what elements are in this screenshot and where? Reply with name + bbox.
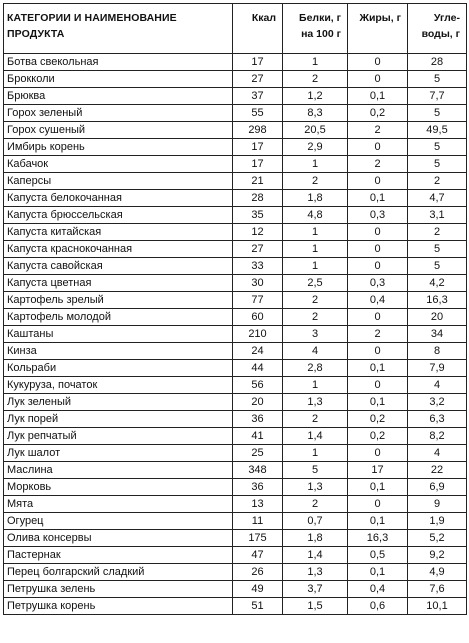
table-row [4,343,467,360]
protein-cell: 1 [283,258,348,275]
table-row [4,581,467,598]
carbs-cell: 7,6 [408,581,467,598]
protein-cell: 5 [283,462,348,479]
header-product-name: КАТЕГОРИИ И НАИМЕНОВАНИЕ ПРОДУКТА [4,4,233,54]
fat-cell: 0 [348,496,408,513]
carbs-cell: 10,1 [408,598,467,615]
product-name-cell: Капуста краснокочанная [4,241,233,258]
protein-cell: 20,5 [283,122,348,139]
carbs-cell: 5 [408,258,467,275]
product-name-cell: Морковь [4,479,233,496]
carbs-cell: 5 [408,156,467,173]
protein-cell: 2,5 [283,275,348,292]
carbs-cell: 1,9 [408,513,467,530]
table-row [4,377,467,394]
header-fat: Жиры, г [348,4,408,54]
table-row [4,207,467,224]
table-row [4,309,467,326]
protein-cell: 8,3 [283,105,348,122]
product-name-cell: Имбирь корень [4,139,233,156]
table-header [4,4,467,54]
kcal-cell: 210 [233,326,283,343]
carbs-cell: 4,2 [408,275,467,292]
kcal-cell: 20 [233,394,283,411]
protein-cell: 2 [283,496,348,513]
kcal-cell: 37 [233,88,283,105]
protein-cell: 3,7 [283,581,348,598]
carbs-cell: 8,2 [408,428,467,445]
product-name-cell: Петрушка зелень [4,581,233,598]
kcal-cell: 17 [233,139,283,156]
header-kcal: Ккал [233,4,283,54]
kcal-cell: 25 [233,445,283,462]
product-name-cell: Лук репчатый [4,428,233,445]
product-name-cell: Каперсы [4,173,233,190]
table-row [4,241,467,258]
product-name-cell: Капуста белокочанная [4,190,233,207]
fat-cell: 0,5 [348,547,408,564]
product-name-cell: Лук шалот [4,445,233,462]
fat-cell: 2 [348,326,408,343]
kcal-cell: 55 [233,105,283,122]
protein-cell: 1,4 [283,547,348,564]
product-name-cell: Олива консервы [4,530,233,547]
product-name-cell: Горох сушеный [4,122,233,139]
carbs-cell: 49,5 [408,122,467,139]
table-row [4,54,467,71]
protein-cell: 1,8 [283,530,348,547]
kcal-cell: 11 [233,513,283,530]
table-row [4,360,467,377]
table-body [4,54,467,615]
fat-cell: 0,1 [348,394,408,411]
fat-cell: 2 [348,122,408,139]
protein-cell: 1 [283,54,348,71]
product-name-cell: Брокколи [4,71,233,88]
fat-cell: 0,4 [348,581,408,598]
header-row [4,4,467,54]
fat-cell: 0 [348,71,408,88]
carbs-cell: 7,9 [408,360,467,377]
carbs-cell: 4,7 [408,190,467,207]
table-row [4,275,467,292]
kcal-cell: 348 [233,462,283,479]
kcal-cell: 51 [233,598,283,615]
kcal-cell: 27 [233,241,283,258]
protein-cell: 1,8 [283,190,348,207]
protein-cell: 2 [283,173,348,190]
nutrition-table [3,3,467,615]
table-row [4,105,467,122]
kcal-cell: 77 [233,292,283,309]
fat-cell: 0 [348,258,408,275]
product-name-cell: Капуста брюссельская [4,207,233,224]
table-row [4,445,467,462]
carbs-cell: 22 [408,462,467,479]
table-row [4,292,467,309]
protein-cell: 1 [283,224,348,241]
product-name-cell: Кольраби [4,360,233,377]
carbs-cell: 2 [408,224,467,241]
protein-cell: 3 [283,326,348,343]
fat-cell: 0 [348,377,408,394]
carbs-cell: 16,3 [408,292,467,309]
fat-cell: 0 [348,343,408,360]
kcal-cell: 33 [233,258,283,275]
kcal-cell: 30 [233,275,283,292]
carbs-cell: 5 [408,139,467,156]
fat-cell: 0 [348,241,408,258]
kcal-cell: 28 [233,190,283,207]
fat-cell: 0,4 [348,292,408,309]
carbs-cell: 7,7 [408,88,467,105]
table-row [4,530,467,547]
fat-cell: 0,2 [348,105,408,122]
fat-cell: 0,6 [348,598,408,615]
protein-cell: 2,9 [283,139,348,156]
table-row [4,428,467,445]
fat-cell: 0,1 [348,479,408,496]
kcal-cell: 17 [233,156,283,173]
header-protein: Белки, г на 100 г [283,4,348,54]
carbs-cell: 6,9 [408,479,467,496]
product-name-cell: Горох зеленый [4,105,233,122]
fat-cell: 17 [348,462,408,479]
table-row [4,122,467,139]
carbs-cell: 9 [408,496,467,513]
carbs-cell: 5,2 [408,530,467,547]
product-name-cell: Кукуруза, початок [4,377,233,394]
kcal-cell: 21 [233,173,283,190]
carbs-cell: 8 [408,343,467,360]
fat-cell: 0,1 [348,513,408,530]
carbs-cell: 6,3 [408,411,467,428]
fat-cell: 0 [348,173,408,190]
fat-cell: 0 [348,309,408,326]
header-carbs: Угле-воды, г [408,4,467,54]
table-row [4,479,467,496]
fat-cell: 2 [348,156,408,173]
product-name-cell: Лук зеленый [4,394,233,411]
table-row [4,156,467,173]
table-row [4,598,467,615]
protein-cell: 1 [283,156,348,173]
kcal-cell: 175 [233,530,283,547]
kcal-cell: 49 [233,581,283,598]
carbs-cell: 4,9 [408,564,467,581]
product-name-cell: Капуста китайская [4,224,233,241]
protein-cell: 1,3 [283,479,348,496]
kcal-cell: 56 [233,377,283,394]
kcal-cell: 17 [233,54,283,71]
fat-cell: 0,3 [348,275,408,292]
carbs-cell: 9,2 [408,547,467,564]
table-row [4,173,467,190]
carbs-cell: 5 [408,241,467,258]
protein-cell: 1,2 [283,88,348,105]
protein-cell: 0,7 [283,513,348,530]
fat-cell: 0 [348,224,408,241]
kcal-cell: 41 [233,428,283,445]
fat-cell: 0,2 [348,411,408,428]
kcal-cell: 26 [233,564,283,581]
product-name-cell: Ботва свекольная [4,54,233,71]
table-row [4,88,467,105]
product-name-cell: Перец болгарский сладкий [4,564,233,581]
product-name-cell: Капуста цветная [4,275,233,292]
product-name-cell: Капуста савойская [4,258,233,275]
kcal-cell: 13 [233,496,283,513]
table-row [4,258,467,275]
table-row [4,496,467,513]
protein-cell: 2 [283,309,348,326]
fat-cell: 0,1 [348,190,408,207]
kcal-cell: 47 [233,547,283,564]
fat-cell: 0,2 [348,428,408,445]
protein-cell: 4,8 [283,207,348,224]
kcal-cell: 44 [233,360,283,377]
kcal-cell: 35 [233,207,283,224]
table-row [4,190,467,207]
fat-cell: 0,3 [348,207,408,224]
product-name-cell: Каштаны [4,326,233,343]
protein-cell: 1,3 [283,564,348,581]
protein-cell: 2,8 [283,360,348,377]
carbs-cell: 5 [408,71,467,88]
table-row [4,139,467,156]
product-name-cell: Кабачок [4,156,233,173]
fat-cell: 0 [348,139,408,156]
protein-cell: 1,5 [283,598,348,615]
carbs-cell: 4 [408,377,467,394]
kcal-cell: 24 [233,343,283,360]
product-name-cell: Кинза [4,343,233,360]
fat-cell: 0 [348,54,408,71]
protein-cell: 2 [283,292,348,309]
fat-cell: 0,1 [348,564,408,581]
table-row [4,564,467,581]
kcal-cell: 60 [233,309,283,326]
fat-cell: 0,1 [348,360,408,377]
fat-cell: 0,1 [348,88,408,105]
kcal-cell: 27 [233,71,283,88]
fat-cell: 0 [348,445,408,462]
carbs-cell: 2 [408,173,467,190]
carbs-cell: 4 [408,445,467,462]
table-row [4,326,467,343]
protein-cell: 4 [283,343,348,360]
product-name-cell: Лук порей [4,411,233,428]
product-name-cell: Брюква [4,88,233,105]
protein-cell: 2 [283,411,348,428]
table-row [4,547,467,564]
product-name-cell: Огурец [4,513,233,530]
carbs-cell: 3,2 [408,394,467,411]
product-name-cell: Картофель молодой [4,309,233,326]
protein-cell: 2 [283,71,348,88]
protein-cell: 1 [283,241,348,258]
carbs-cell: 34 [408,326,467,343]
carbs-cell: 28 [408,54,467,71]
table-row [4,462,467,479]
product-name-cell: Петрушка корень [4,598,233,615]
carbs-cell: 20 [408,309,467,326]
product-name-cell: Картофель зрелый [4,292,233,309]
kcal-cell: 36 [233,411,283,428]
carbs-cell: 3,1 [408,207,467,224]
kcal-cell: 36 [233,479,283,496]
protein-cell: 1,3 [283,394,348,411]
table-row [4,513,467,530]
product-name-cell: Мята [4,496,233,513]
product-name-cell: Маслина [4,462,233,479]
protein-cell: 1 [283,445,348,462]
carbs-cell: 5 [408,105,467,122]
kcal-cell: 12 [233,224,283,241]
table-row [4,224,467,241]
protein-cell: 1 [283,377,348,394]
table-row [4,394,467,411]
table-row [4,71,467,88]
fat-cell: 16,3 [348,530,408,547]
product-name-cell: Пастернак [4,547,233,564]
protein-cell: 1,4 [283,428,348,445]
kcal-cell: 298 [233,122,283,139]
table-row [4,411,467,428]
